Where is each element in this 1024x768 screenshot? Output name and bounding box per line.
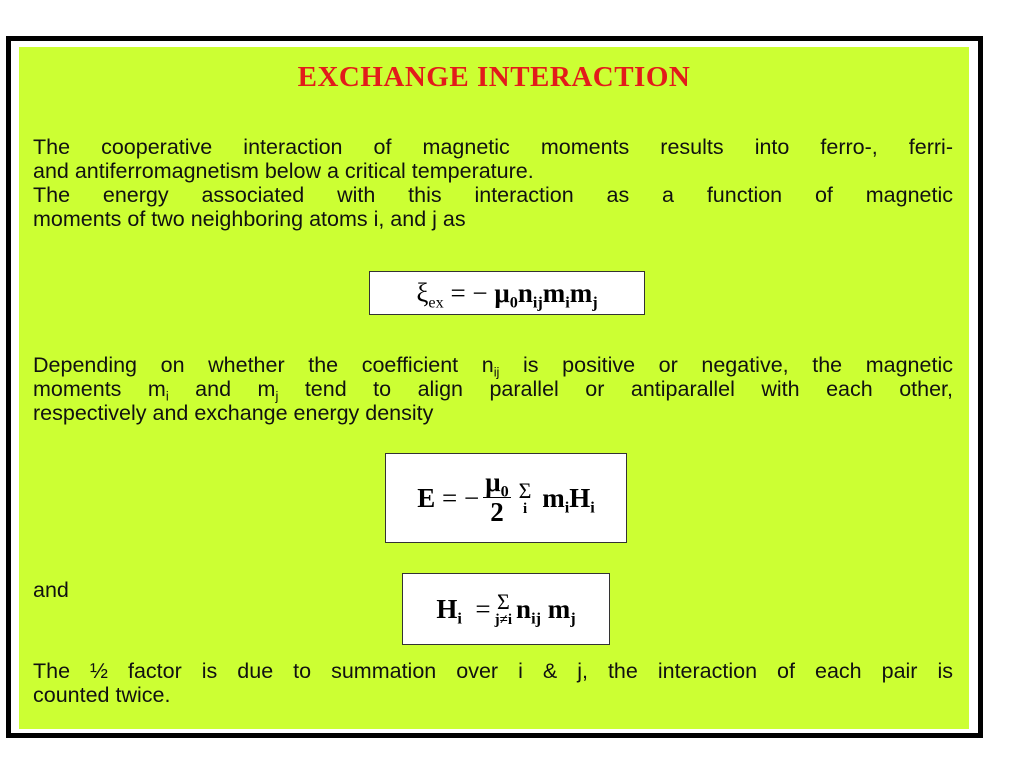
paragraph-line: counted twice. [33,683,171,707]
paragraph-line: moments of two neighboring atoms i, and j as [33,207,466,231]
paragraph-coefficient-sign [33,353,953,425]
paragraph-line: respectively and exchange energy density [33,401,434,425]
paragraph-line: The ½ factor is due to summation over i & j, the interaction of each pair is [33,659,953,683]
and-label: and [33,578,69,602]
equation-energy-density: E = − $\frac{\mu_0}{2}$ Σ i $m_iH_i$ [385,453,627,543]
slide-frame [6,36,983,738]
equation-molecular-field: $H_i$ = Σ j≠i $n_{ij}$ $m_j$ [402,573,610,645]
paragraph-line: The cooperative interaction of magnetic moments results into ferro-, ferri- [33,135,953,159]
paragraph-line: The energy associated with this interaction as a function of magnetic [33,183,953,207]
paragraph-energy-association [33,183,953,231]
paragraph-cooperative-interaction [33,135,953,183]
slide [19,47,969,729]
paragraph-half-factor [33,659,953,707]
paragraph-line: Depending on whether the coefficient $n_{ij}$ is positive or negative, the magnetic [33,353,953,380]
paragraph-line: moments $m_i$ and $m_j$ tend to align parallel or antiparallel with each other, [33,377,953,404]
equation-exchange-energy: $\xi_{ex}$ = − $\mu_0n_{ij}m_im_j$ [369,271,645,315]
paragraph-line: and antiferromagnetism below a critical temperature. [33,159,534,183]
slide-title: EXCHANGE INTERACTION [297,61,691,93]
